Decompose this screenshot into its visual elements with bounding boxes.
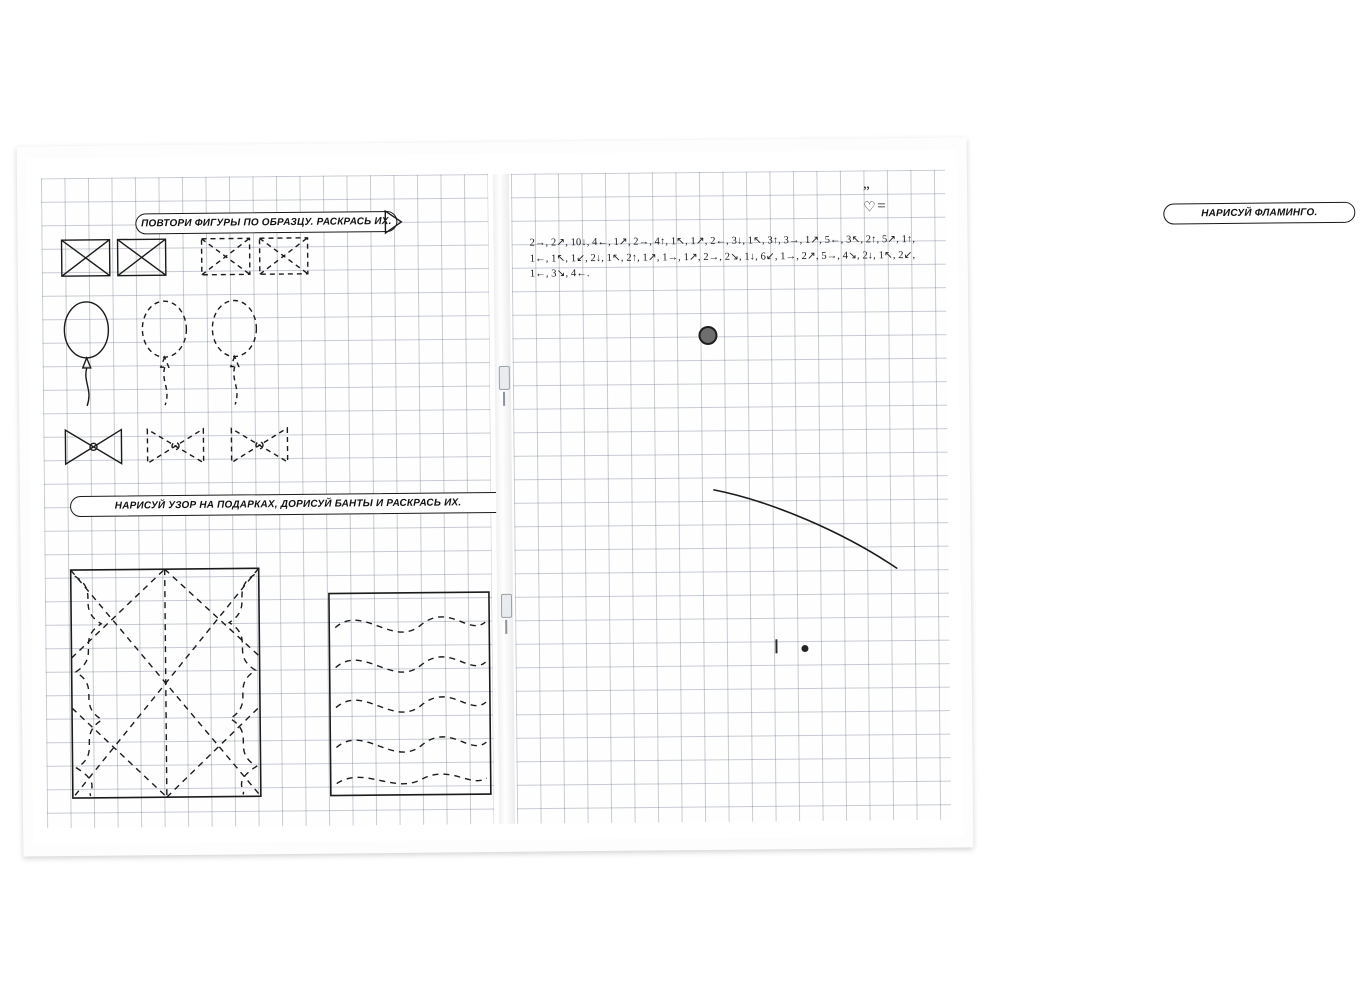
heading-gift-pattern: НАРИСУЙ УЗОР НА ПОДАРКАХ, ДОРИСУЙ БАНТЫ И РАСКРАСЬ ИХ. (70, 492, 506, 517)
staple-top-line (503, 392, 505, 406)
paper-inner (27, 150, 1318, 845)
right-page (511, 170, 1318, 824)
heading-draw-flamingo: НАРИСУЙ ФЛАМИНГО. (1163, 202, 1355, 225)
staple-bottom (501, 594, 512, 618)
heart-icon: ♡ (863, 198, 876, 215)
equals-icon: = (877, 198, 886, 215)
staple-bottom-line (505, 620, 507, 634)
dictation-text: 2→, 2↗, 10↓, 4←, 1↗, 2→, 4↑, 1↖, 1↗, 2←, 3↓, 1↖, 3↑, 3→, 1↗, 5←, 3↖, 2↑, 5↗, 1↑, 1←, 1↖, 1↙, 2↓, 1↖, 2↑, 1↗, 1→, 1↗, 2→, 2↘, 1↓, 6↙, 1→, 2↗, 5→, 4↘, 2↓, 1↖, 2↙, 1←, 3↘, 4←. (529, 233, 916, 280)
left-page (41, 174, 494, 828)
paper-sheet (17, 137, 1318, 856)
quote-icon: ” (863, 184, 870, 201)
arc-stroke (511, 170, 951, 824)
staple-top (499, 366, 510, 390)
heading-repeat-figures: ПОВТОРИ ФИГУРЫ ПО ОБРАЗЦУ. РАСКРАСЬ ИХ. (135, 211, 397, 235)
